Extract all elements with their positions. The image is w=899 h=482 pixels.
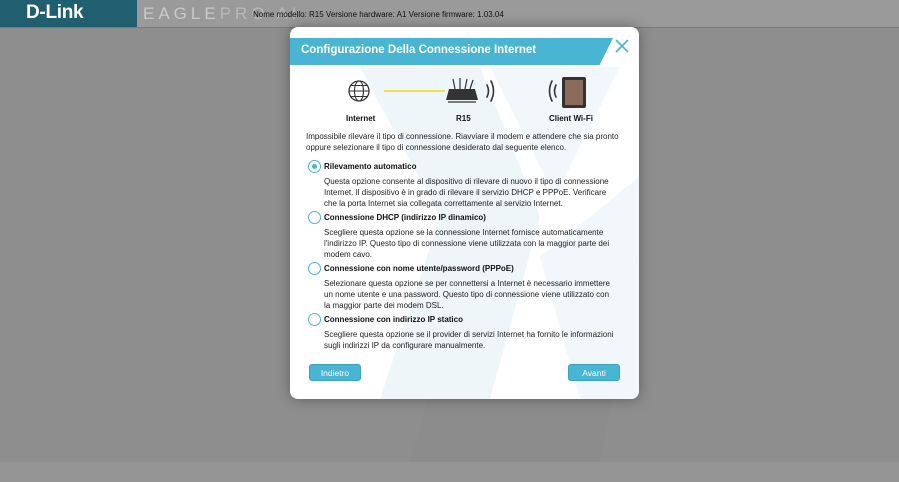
- topology-label-router: R15: [456, 114, 471, 123]
- intro-text: Impossibile rilevare il tipo di connessione. Riavviare il modem e attendere che sia pronto oppure selezionare il tipo di connessione desiderato dal seguente elenco.: [306, 132, 619, 152]
- close-icon[interactable]: [613, 37, 631, 55]
- tablet-icon: [562, 77, 586, 108]
- option-auto-detect-radio[interactable]: [308, 160, 321, 173]
- connection-setup-dialog: [290, 27, 639, 399]
- back-button[interactable]: Indietro: [309, 364, 361, 381]
- brand-logo-text: D-Link: [26, 2, 84, 23]
- next-button[interactable]: Avanti: [568, 364, 620, 381]
- wifi-waves-icon: [487, 81, 556, 101]
- option-static-ip-radio[interactable]: [308, 313, 321, 326]
- topology-label-client: Client Wi-Fi: [549, 114, 593, 123]
- option-static-ip-label[interactable]: Connessione con indirizzo IP statico: [324, 315, 463, 324]
- product-logo-eagle: EAGLE: [143, 4, 220, 23]
- model-info: Nome modello: R15 Versione hardware: A1 Versione firmware: 1.03.04: [253, 10, 504, 19]
- product-logo-pro: PRO AI: [219, 4, 301, 23]
- option-pppoe-description: Selezionare questa opzione se per connettersi a Internet è necessario immettere un nome utente e una password. Questo tipo di connessione viene utilizzato con la maggior parte dei modem DSL.: [324, 279, 610, 310]
- bottom-strip: [0, 462, 899, 482]
- top-bar: [0, 0, 899, 27]
- router-icon: [446, 78, 478, 102]
- option-static-ip-description: Scegliere questa opzione se il provider di servizi Internet ha fornito le informazioni sugli indirizzi IP da configurare manualmente.: [324, 330, 614, 350]
- option-dhcp-radio[interactable]: [308, 211, 321, 224]
- option-auto-detect-label[interactable]: Rilevamento automatico: [324, 162, 417, 171]
- dialog-title: Configurazione Della Connessione Internet: [301, 44, 537, 56]
- option-pppoe-radio[interactable]: [308, 262, 321, 275]
- option-auto-detect-description: Questa opzione consente al dispositivo di rilevare di nuovo il tipo di connessione Internet. Il dispositivo è in grado di rilevare il servizio DHCP e PPPoE. Verificare che la porta Internet sia collegata correttamente al servizio Internet.: [324, 177, 609, 208]
- option-pppoe-label[interactable]: Connessione con nome utente/password (PPPoE): [324, 264, 514, 273]
- topology-label-internet: Internet: [346, 114, 376, 123]
- option-dhcp-description: Scegliere questa opzione se la connessione Internet fornisce automaticamente l'indirizzo IP. Questo tipo di connessione viene utilizzata con la maggior parte dei modem cavo.: [324, 228, 610, 259]
- globe-icon: [349, 81, 369, 101]
- dlink-logo: [0, 0, 137, 27]
- option-dhcp-label[interactable]: Connessione DHCP (indirizzo IP dinamico): [324, 213, 486, 222]
